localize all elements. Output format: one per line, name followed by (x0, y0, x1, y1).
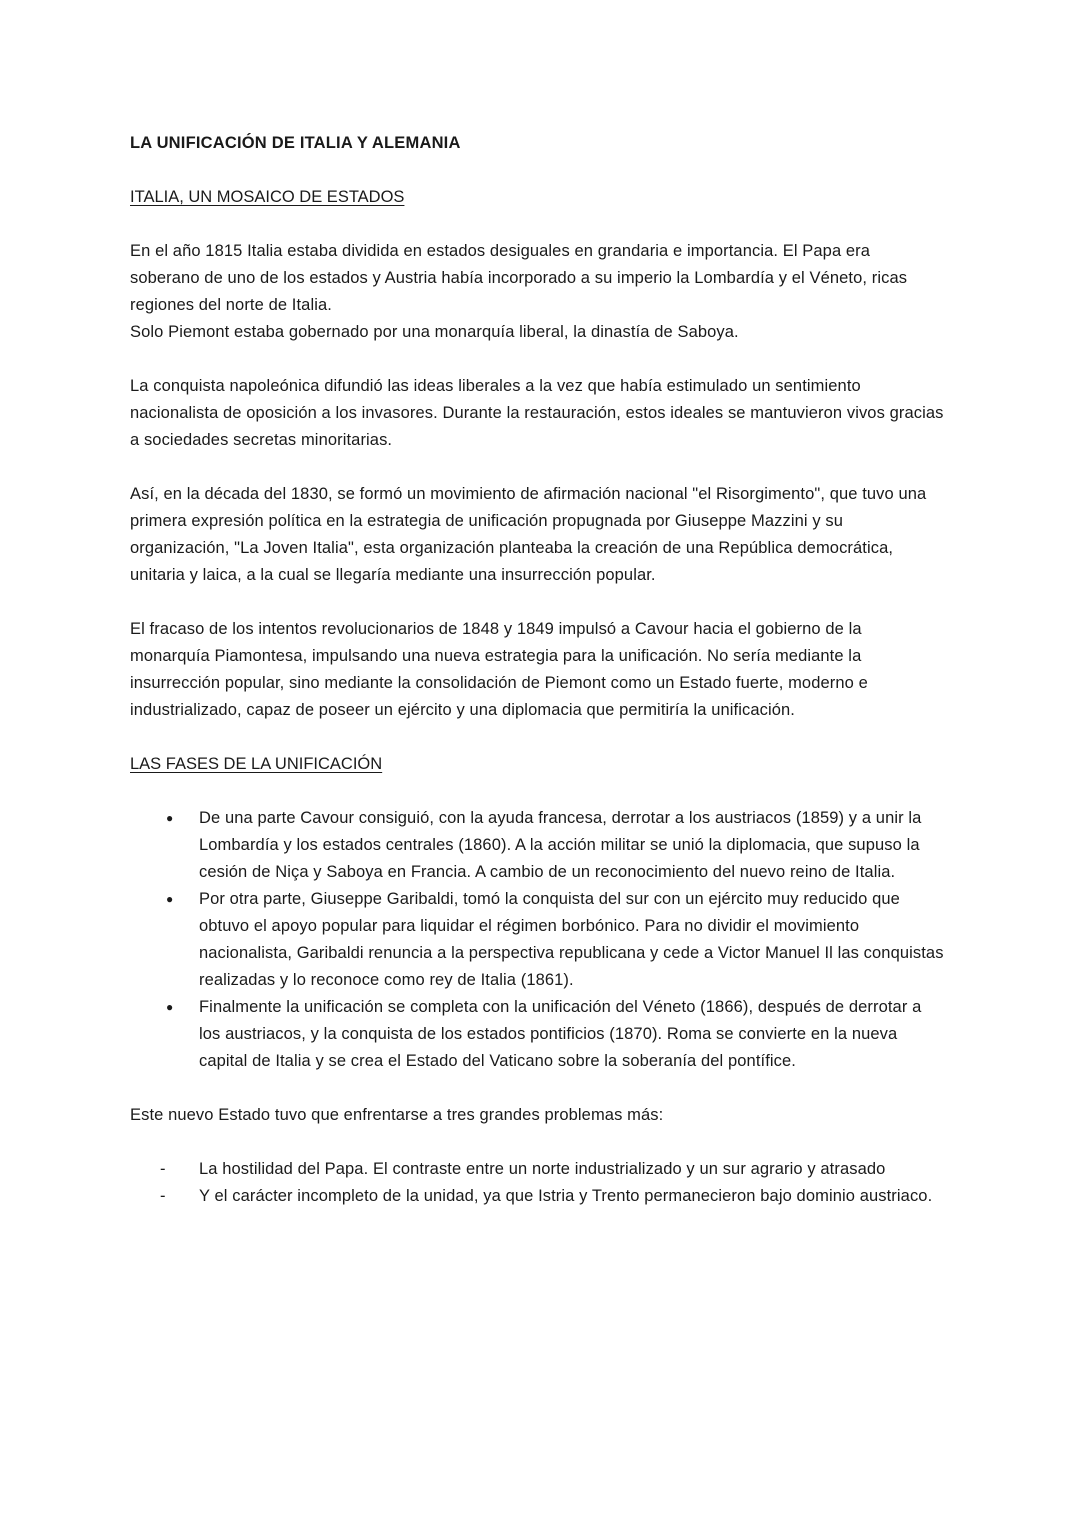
paragraph-3: Así, en la década del 1830, se formó un movimiento de afirmación nacional "el Risorgimento", que tuvo una primera expresión política en la estrategia de unificación propugnada por Giuseppe Mazzini y su organización, "La Joven Italia", esta organización planteaba la creación de una República democrática, unitaria y laica, a la cual se llegaría mediante una insurrección popular. (130, 485, 927, 584)
list-item (130, 886, 944, 994)
paragraph-1-line-2: Solo Piemont estaba gobernado por una monarquía liberal, la dinastía de Saboya. (130, 323, 739, 341)
document-title: LA UNIFICACIÓN DE ITALIA Y ALEMANIA (130, 134, 461, 152)
bullet-marker-icon: ● (166, 892, 174, 906)
bullet-list (130, 805, 944, 1075)
bullet-item-text: Por otra parte, Giuseppe Garibaldi, tomó la conquista del sur con un ejército muy reducido que obtuvo el apoyo popular para liquidar el régimen borbónico. Para no dividir el movimiento nacionalista, Garibaldi renuncia a la perspectiva republicana y cede a Victor Manuel Il las conquistas realizadas y lo reconoce como rey de Italia (1861). (199, 890, 944, 989)
bullet-item-text: Finalmente la unificación se completa con la unificación del Véneto (1866), después de derrotar a los austriacos, y la conquista de los estados pontificios (1870). Roma se convierte en la nueva capital de Italia y se crea el Estado del Vaticano sobre la soberanía del pontífice. (199, 998, 922, 1070)
paragraph-1-line-1: En el año 1815 Italia estaba dividida en estados desiguales en grandaria e importancia. El Papa era soberano de uno de los estados y Austria había incorporado a su imperio la Lombardía y el Véneto, ricas regiones del norte de Italia. (130, 242, 908, 314)
section-heading-fases-unificacion: LAS FASES DE LA UNIFICACIÓN (130, 755, 383, 773)
paragraph-5: Este nuevo Estado tuvo que enfrentarse a tres grandes problemas más: (130, 1106, 664, 1124)
paragraph-1 (130, 238, 944, 346)
dash-item-text: La hostilidad del Papa. El contraste entre un norte industrializado y un sur agrario y atrasado (199, 1160, 886, 1178)
bullet-marker-icon: ● (166, 811, 174, 825)
dash-marker-icon: - (160, 1160, 166, 1178)
dash-list (130, 1156, 944, 1210)
list-item (130, 1156, 944, 1183)
list-item (130, 805, 944, 886)
section-heading-italia-mosaico: ITALIA, UN MOSAICO DE ESTADOS (130, 188, 405, 206)
bullet-marker-icon: ● (166, 1000, 174, 1014)
paragraph-4: El fracaso de los intentos revolucionarios de 1848 y 1849 impulsó a Cavour hacia el gobierno de la monarquía Piamontesa, impulsando una nueva estrategia para la unificación. No sería mediante la insurrección popular, sino mediante la consolidación de Piemont como un Estado fuerte, moderno e industrializado, capaz de poseer un ejército y una diplomacia que permitiría la unificación. (130, 620, 868, 719)
paragraph-2: La conquista napoleónica difundió las ideas liberales a la vez que había estimulado un sentimiento nacionalista de oposición a los invasores. Durante la restauración, estos ideales se mantuvieron vivos gracias a sociedades secretas minoritarias. (130, 377, 944, 449)
dash-item-text: Y el carácter incompleto de la unidad, ya que Istria y Trento permanecieron bajo dominio austriaco. (199, 1187, 933, 1205)
bullet-item-text: De una parte Cavour consiguió, con la ayuda francesa, derrotar a los austriacos (1859) y a unir la Lombardía y los estados centrales (1860). A la acción militar se unió la diplomacia, que supuso la cesión de Niça y Saboya en Francia. A cambio de un reconocimiento del nuevo reino de Italia. (199, 809, 922, 881)
dash-marker-icon: - (160, 1187, 166, 1205)
list-item (130, 1183, 944, 1210)
list-item (130, 994, 944, 1075)
